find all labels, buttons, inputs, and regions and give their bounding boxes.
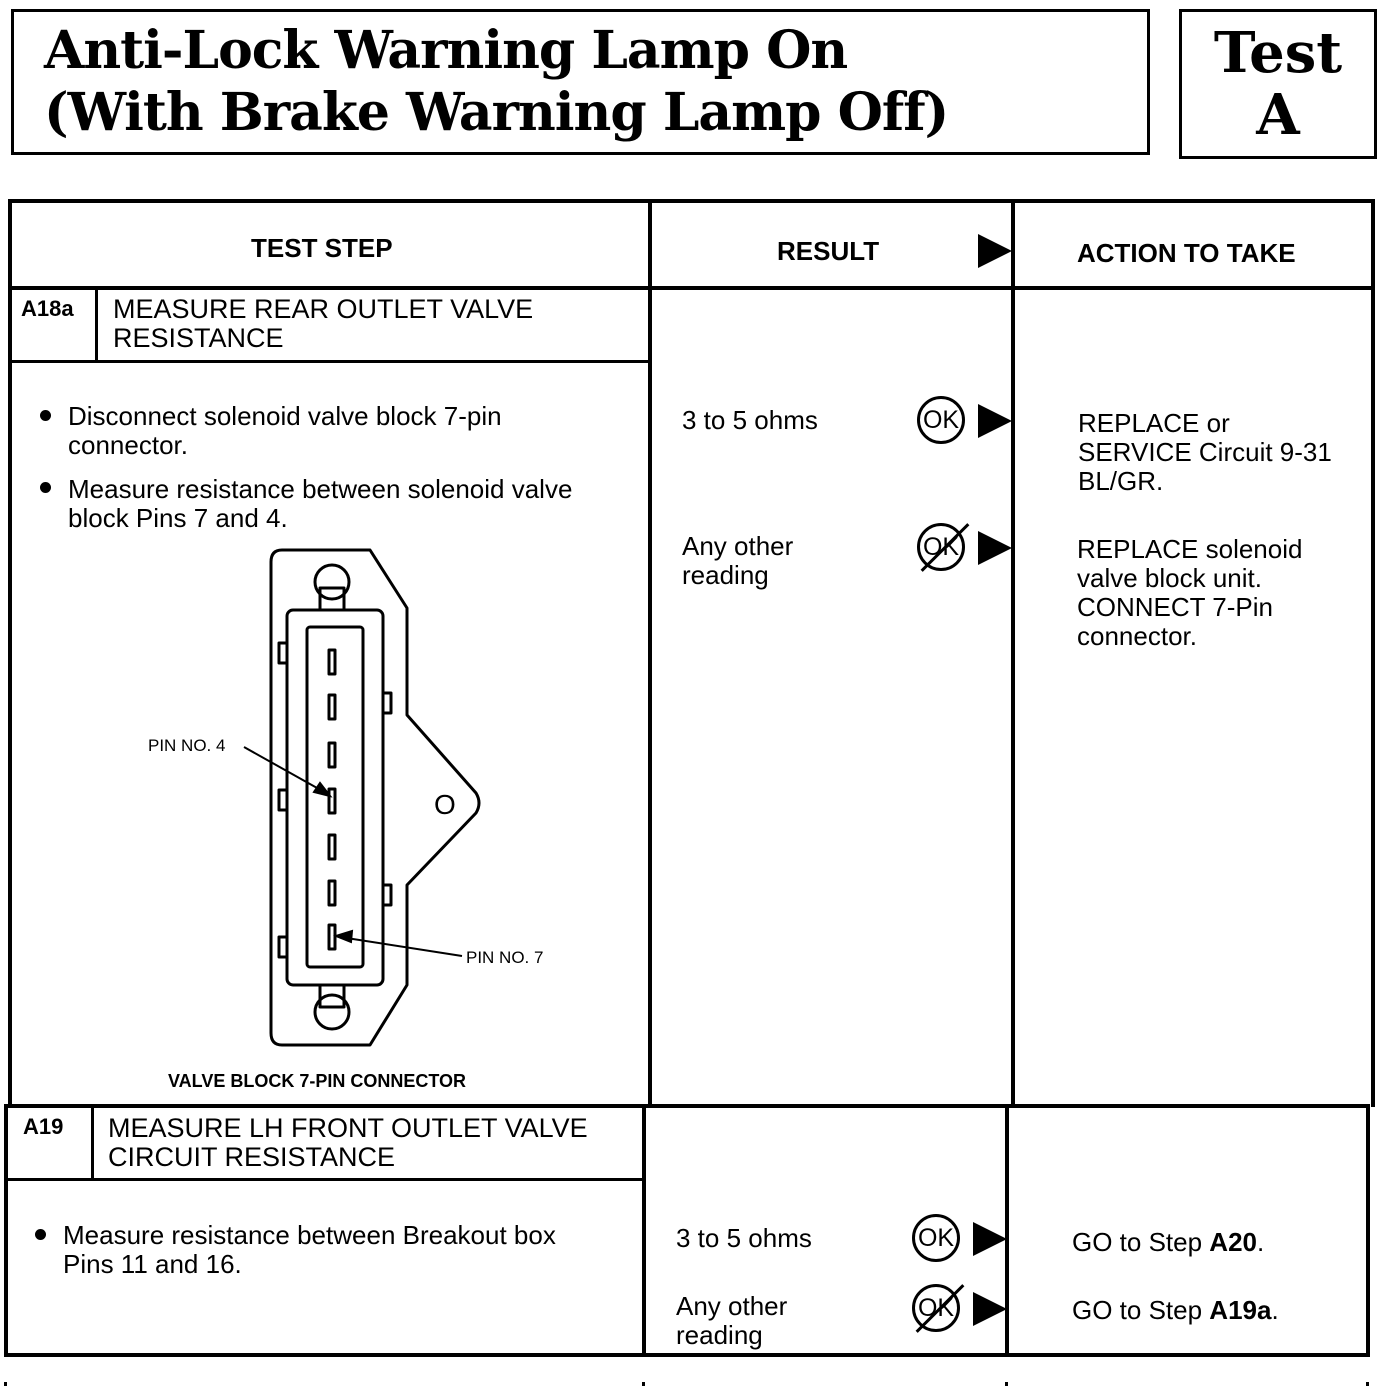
test-letter: A [1256,82,1300,148]
step-title-line-2: CIRCUIT RESISTANCE [108,1142,396,1172]
action-line-2: valve block unit. [1077,563,1262,593]
result-text: 3 to 5 ohms [676,1223,812,1253]
result-text-line-1: Any other [676,1291,788,1321]
bullet-dot-icon [40,410,51,421]
not-ok-badge-icon: OK [917,523,965,571]
action-text: GO to Step A19a. [1072,1295,1279,1325]
action-line-2: SERVICE Circuit 9-31 [1078,437,1332,467]
ok-badge-icon: OK [912,1214,960,1262]
result-arrow-icon [973,1292,1007,1326]
title-box [11,9,1150,155]
result-arrow-icon [978,404,1012,438]
column-header-test-step: TEST STEP [251,233,393,263]
tick-mark [1366,1382,1369,1386]
bullet-line-1: Disconnect solenoid valve block 7-pin [68,401,502,431]
result-arrow-icon [973,1222,1007,1256]
tick-mark [4,1382,7,1386]
test-id-box [1179,9,1377,159]
bullet-line-1: Measure resistance between solenoid valve [68,474,573,504]
bullet-dot-icon [35,1229,46,1240]
valve-block-connector-diagram [140,545,544,1060]
mounting-hole-label: O [434,789,456,820]
tick-mark [642,1382,645,1386]
ok-badge-icon: OK [917,396,965,444]
result-text-line-2: reading [676,1320,763,1350]
bullet-line-1: Measure resistance between Breakout box [63,1220,556,1250]
bullet-dot-icon [40,482,51,493]
action-line-4: connector. [1077,621,1197,651]
action-line-1: REPLACE or [1078,408,1230,438]
pin-7-label: PIN NO. 7 [466,948,544,967]
step-title-line-1: MEASURE LH FRONT OUTLET VALVE [108,1113,588,1143]
action-line-3: CONNECT 7-Pin [1077,592,1274,622]
result-text: 3 to 5 ohms [682,405,818,435]
test-label: Test [1213,20,1343,86]
not-ok-badge-icon: OK [912,1284,960,1332]
action-line-3: BL/GR. [1078,466,1164,496]
bullet-line-2: connector. [68,430,188,460]
action-line-1: REPLACE solenoid [1077,534,1303,564]
pin-4-label: PIN NO. 4 [148,736,226,755]
title-line-2: (With Brake Warning Lamp Off) [44,82,949,143]
step-id: A18a [21,296,74,321]
title-line-1: Anti-Lock Warning Lamp On [44,20,848,81]
step-title-line-2: RESISTANCE [113,323,284,353]
result-text-line-2: reading [682,560,769,590]
tick-mark [1005,1382,1008,1386]
column-header-result: RESULT [777,236,880,266]
header-arrow-icon [978,234,1012,268]
bullet-line-2: block Pins 7 and 4. [68,503,288,533]
column-header-action: ACTION TO TAKE [1077,238,1296,268]
result-arrow-icon [978,531,1012,565]
diagram-caption: VALVE BLOCK 7-PIN CONNECTOR [168,1071,467,1091]
bullet-line-2: Pins 11 and 16. [63,1249,242,1279]
action-text: GO to Step A20. [1072,1227,1265,1257]
result-text-line-1: Any other [682,531,794,561]
step-id: A19 [23,1114,64,1139]
step-title-line-1: MEASURE REAR OUTLET VALVE [113,294,534,324]
